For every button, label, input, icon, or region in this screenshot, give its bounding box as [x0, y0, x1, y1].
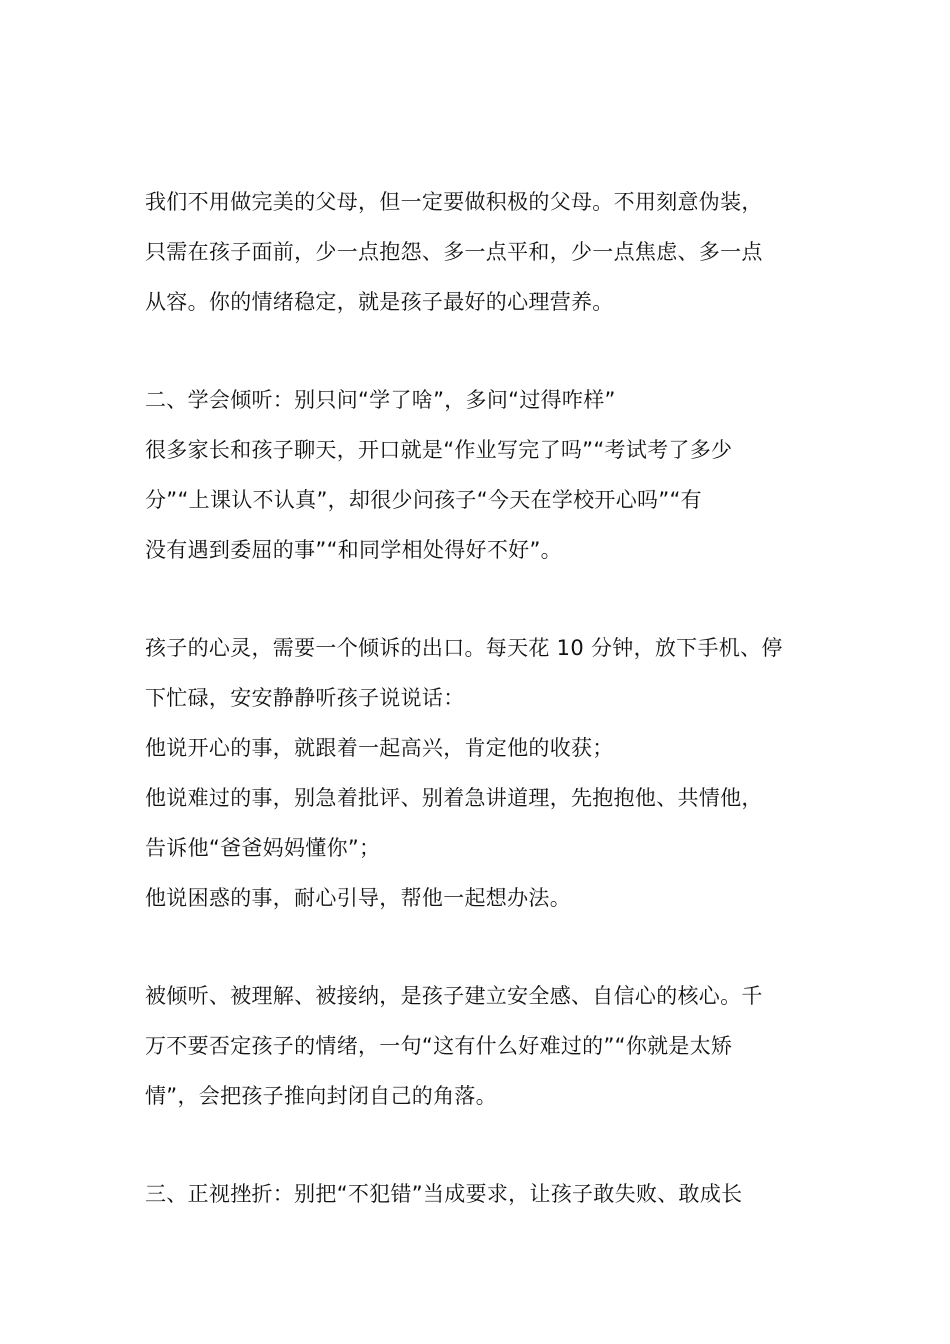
paragraph-line: 从容。你的情绪稳定，就是孩子最好的心理营养。 — [145, 290, 614, 314]
section-heading: 三、正视挫折：别把“不犯错”当成要求，让孩子敢失败、敢成长 — [145, 1182, 743, 1206]
paragraph-line: 很多家长和孩子聊天，开口就是“作业写完了吗”“考试考了多少 — [145, 438, 733, 462]
paragraph-line: 情”，会把孩子推向封闭自己的角落。 — [145, 1084, 497, 1108]
paragraph-line: 万不要否定孩子的情绪，一句“这有什么好难过的”“你就是太矫 — [145, 1034, 733, 1058]
paragraph-line: 我们不用做完美的父母，但一定要做积极的父母。不用刻意伪装， — [145, 190, 763, 214]
paragraph-line: 他说开心的事，就跟着一起高兴，肯定他的收获； — [145, 736, 614, 760]
section-heading: 二、学会倾听：别只问“学了啥”，多问“过得咋样” — [145, 388, 616, 412]
paragraph-line: 告诉他“爸爸妈妈懂你”； — [145, 836, 381, 860]
paragraph-line: 分”“上课认不认真”，却很少问孩子“今天在学校开心吗”“有 — [145, 488, 702, 512]
paragraph-line: 只需在孩子面前，少一点抱怨、多一点平和，少一点焦虑、多一点 — [145, 240, 763, 264]
paragraph-line: 没有遇到委屈的事”“和同学相处得好不好”。 — [145, 538, 562, 562]
paragraph-line: 孩子的心灵，需要一个倾诉的出口。每天花 10 分钟，放下手机、停 — [145, 636, 783, 660]
paragraph-line: 他说难过的事，别急着批评、别着急讲道理，先抱抱他、共情他， — [145, 786, 763, 810]
paragraph-line: 下忙碌，安安静静听孩子说说话： — [145, 686, 465, 710]
paragraph-line: 他说困惑的事，耐心引导，帮他一起想办法。 — [145, 886, 571, 910]
paragraph-line: 被倾听、被理解、被接纳，是孩子建立安全感、自信心的核心。千 — [145, 984, 763, 1008]
